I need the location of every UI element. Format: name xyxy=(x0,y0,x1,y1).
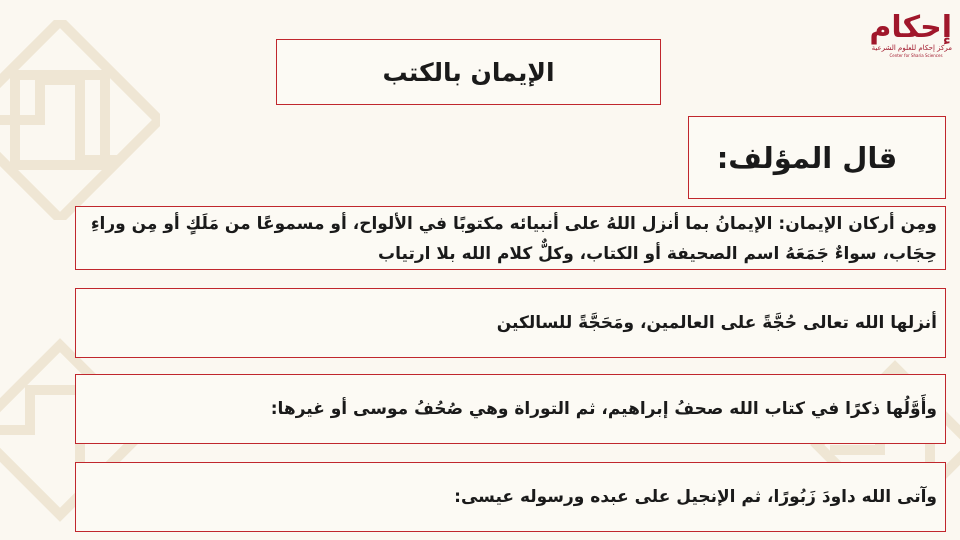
logo-tagline: Center for Sharia Sciences xyxy=(889,53,943,58)
paragraph-1-text: ومِن أركان الإيمان: الإيمانُ بما أنزل اللهُ على أنبيائه مكتوبًا في الألواح، أو مسموعًا من مَلَكٍ أو مِن وراءِ حِجَاب، سواءٌ جَمَعَهُ اسم الصحيفة أو الكتاب، وكلٌّ كلام الله بلا ارتياب xyxy=(90,214,937,264)
paragraph-4 xyxy=(75,462,946,532)
paragraph-2-text: أنزلها الله تعالى حُجَّةً على العالمين، ومَحَجَّةً للسالكين xyxy=(496,313,937,333)
logo xyxy=(869,8,952,72)
slide-title: الإيمان بالكتب xyxy=(276,39,661,105)
author-heading: قال المؤلف: xyxy=(688,116,946,199)
paragraph-2 xyxy=(75,288,946,358)
logo-subtitle: مركز إحكام للعلوم الشرعية xyxy=(871,44,952,52)
background-ornament-left xyxy=(0,20,160,220)
paragraph-3-text: وأَوَّلُها ذكرًا في كتاب الله صحفُ إبراهيم، ثم التوراة وهي صُحُفُ موسى أو غيرها: xyxy=(270,399,937,419)
logo-mark: إحكام xyxy=(869,10,952,45)
paragraph-4-text: وآتى الله داودَ زَبُورًا، ثم الإنجيل على عبده ورسوله عيسى: xyxy=(454,487,937,507)
paragraph-3 xyxy=(75,374,946,444)
paragraph-1 xyxy=(75,206,946,270)
